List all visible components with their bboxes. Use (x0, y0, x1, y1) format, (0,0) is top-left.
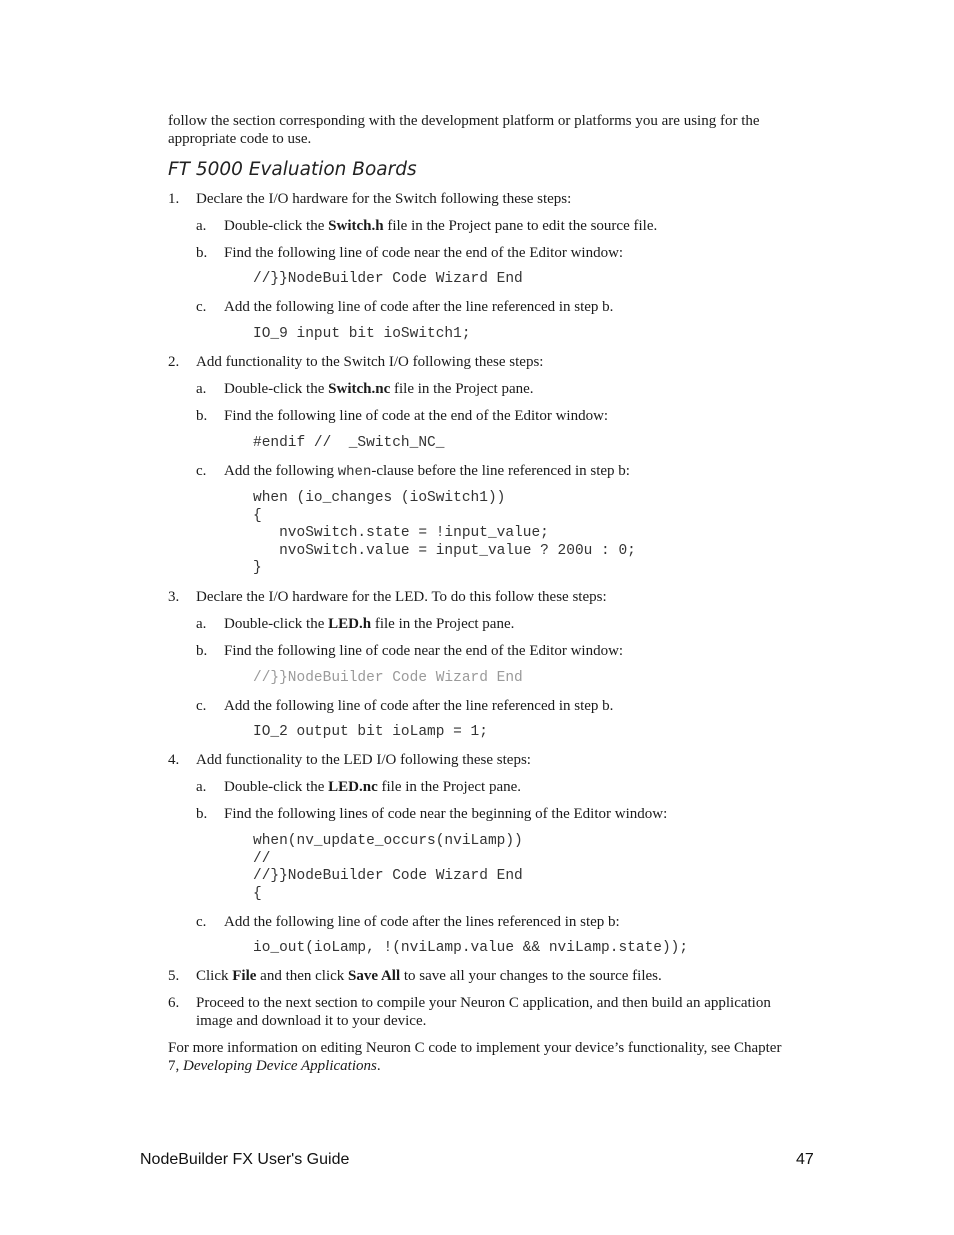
footer-title: NodeBuilder FX User's Guide (140, 1151, 350, 1168)
substep-letter: b. (196, 806, 208, 822)
step-number: 3. (168, 589, 180, 605)
chapter-reference: Developing Device Applications (183, 1058, 377, 1074)
substep-text: Double-click the Switch.h file in the Project pane to edit the source file. (224, 218, 658, 234)
substep-letter: b. (196, 245, 208, 261)
step-text: Declare the I/O hardware for the Switch following these steps: (196, 191, 572, 207)
substep-text: Find the following lines of code near the beginning of the Editor window: (224, 806, 668, 822)
substep-text: Find the following line of code at the end of the Editor window: (224, 408, 609, 424)
step-text: Add functionality to the Switch I/O following these steps: (196, 354, 544, 370)
step-text: image and download it to your device. (196, 1013, 427, 1029)
code-block: when(nv_update_occurs(nviLamp)) // //}}NodeBuilder Code Wizard End { (253, 833, 523, 902)
code-block: //}}NodeBuilder Code Wizard End (253, 670, 523, 686)
code-block: IO_2 output bit ioLamp = 1; (253, 724, 488, 740)
step-text: Click File and then click Save All to save all your changes to the source files. (196, 968, 662, 984)
substep-text: Add the following line of code after the lines referenced in step b: (224, 914, 620, 930)
substep-letter: c. (196, 914, 207, 930)
code-block: IO_9 input bit ioSwitch1; (253, 326, 471, 342)
step-text: Add functionality to the LED I/O following these steps: (196, 752, 531, 768)
substep-letter: a. (196, 381, 207, 397)
step-number: 1. (168, 191, 180, 207)
substep-letter: c. (196, 698, 207, 714)
substep-text: Double-click the LED.nc file in the Project pane. (224, 779, 522, 795)
intro-paragraph: follow the section corresponding with the development platform or platforms you are using for the appropriate code to use. (168, 113, 760, 147)
substep-text: Add the following line of code after the line referenced in step b. (224, 299, 614, 315)
substep-text: Add the following line of code after the line referenced in step b. (224, 698, 614, 714)
closing-paragraph: For more information on editing Neuron C code to implement your device’s functionality, see Chapter (168, 1040, 782, 1056)
step-number: 2. (168, 354, 180, 370)
step-number: 5. (168, 968, 180, 984)
substep-letter: a. (196, 218, 207, 234)
code-block: //}}NodeBuilder Code Wizard End (253, 271, 523, 287)
page-number: 47 (796, 1151, 814, 1168)
step-number: 4. (168, 752, 180, 768)
code-block: io_out(ioLamp, !(nviLamp.value && nviLamp.state)); (253, 940, 689, 956)
substep-letter: c. (196, 299, 207, 315)
substep-letter: c. (196, 463, 207, 479)
substep-letter: b. (196, 408, 208, 424)
substep-text: Double-click the Switch.nc file in the Project pane. (224, 381, 534, 397)
substep-text: Add the following when-clause before the line referenced in step b: (224, 463, 630, 480)
substep-text: Find the following line of code near the end of the Editor window: (224, 643, 624, 659)
step-number: 6. (168, 995, 180, 1011)
substep-letter: a. (196, 779, 207, 795)
substep-letter: b. (196, 643, 208, 659)
substep-text: Double-click the LED.h file in the Project pane. (224, 616, 515, 632)
step-text: Declare the I/O hardware for the LED. To do this follow these steps: (196, 589, 607, 605)
substep-text: Find the following line of code near the end of the Editor window: (224, 245, 624, 261)
closing-paragraph: 7, Developing Device Applications. (168, 1058, 381, 1074)
step-text: Proceed to the next section to compile your Neuron C application, and then build an application (196, 995, 771, 1011)
code-block: #endif // _Switch_NC_ (253, 435, 445, 451)
section-heading: FT 5000 Evaluation Boards (168, 159, 417, 180)
substep-letter: a. (196, 616, 207, 632)
code-block: when (io_changes (ioSwitch1)) { nvoSwitch.state = !input_value; nvoSwitch.value = input_value ? 200u : 0; } (253, 490, 636, 576)
